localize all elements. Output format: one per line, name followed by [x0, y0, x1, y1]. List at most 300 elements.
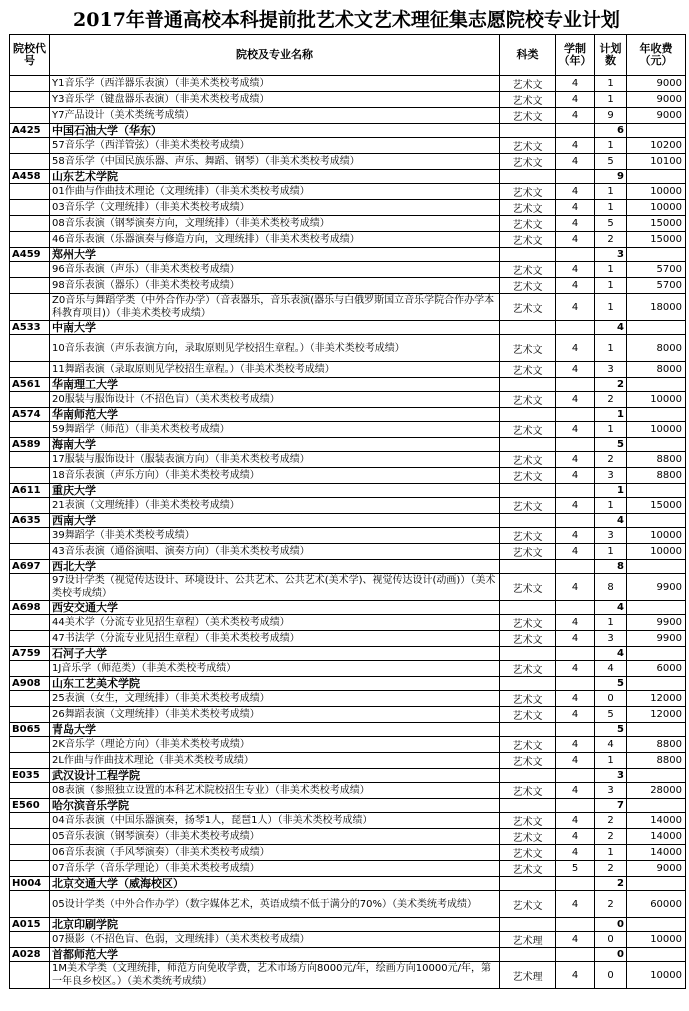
row-years: 4 [556, 813, 595, 829]
row-plan: 3 [595, 248, 627, 262]
row-fee [627, 601, 686, 615]
row-name: 04音乐表演（中国乐器演奏，扬琴1人，琵琶1人）（非美术类校考成绩） [50, 813, 500, 829]
row-category: 艺术文 [500, 691, 556, 707]
row-plan: 1 [595, 138, 627, 154]
header-fee: 年收费（元） [627, 35, 686, 76]
row-fee: 9000 [627, 76, 686, 92]
row-name: 1M美术学类（文理统排，师范方向免收学费，艺术市场方向8000元/年，绘画方向10000元/年，第一年良乡校区。）（美术类统考成绩） [50, 962, 500, 989]
row-code: A459 [10, 248, 50, 262]
row-name: 1J音乐学（师范类）（非美术类校考成绩） [50, 661, 500, 677]
row-fee [627, 769, 686, 783]
row-fee: 8000 [627, 335, 686, 362]
row-plan: 2 [595, 877, 627, 891]
row-category: 艺术文 [500, 362, 556, 378]
row-code [10, 184, 50, 200]
row-category: 艺术文 [500, 783, 556, 799]
row-fee: 9000 [627, 92, 686, 108]
row-category [500, 514, 556, 528]
header-years: 学制（年） [556, 35, 595, 76]
row-code [10, 691, 50, 707]
row-code: A611 [10, 484, 50, 498]
row-name: 中国石油大学（华东） [50, 124, 500, 138]
row-code [10, 783, 50, 799]
row-category: 艺术文 [500, 753, 556, 769]
table-row [10, 498, 686, 514]
row-plan: 2 [595, 813, 627, 829]
row-category: 艺术理 [500, 962, 556, 989]
row-plan: 1 [595, 484, 627, 498]
row-code [10, 468, 50, 484]
row-fee: 10200 [627, 138, 686, 154]
row-plan: 4 [595, 514, 627, 528]
row-years [556, 378, 595, 392]
row-name: 青岛大学 [50, 723, 500, 737]
row-category [500, 248, 556, 262]
row-years: 4 [556, 932, 595, 948]
row-years: 4 [556, 528, 595, 544]
header-name: 院校及专业名称 [50, 35, 500, 76]
row-years [556, 723, 595, 737]
row-category [500, 170, 556, 184]
row-name: 华南理工大学 [50, 378, 500, 392]
row-fee: 8800 [627, 737, 686, 753]
row-years [556, 484, 595, 498]
row-plan: 5 [595, 677, 627, 691]
row-plan: 5 [595, 216, 627, 232]
row-code: A697 [10, 560, 50, 574]
row-name: 07摄影（不招色盲、色弱，文理统排）（美术类校考成绩） [50, 932, 500, 948]
row-fee [627, 647, 686, 661]
row-category: 艺术文 [500, 737, 556, 753]
row-code [10, 392, 50, 408]
row-name: Z0音乐与舞蹈学类（中外合作办学）（音表器乐，音乐表演(器乐与白俄罗斯国立音乐学院合作办学本科教育项目)）（非美术类校考成绩） [50, 294, 500, 321]
row-code: A908 [10, 677, 50, 691]
school-row [10, 918, 686, 932]
row-code: A698 [10, 601, 50, 615]
row-category: 艺术文 [500, 216, 556, 232]
row-fee: 10000 [627, 932, 686, 948]
row-name: 2K音乐学（理论方向）（非美术类校考成绩） [50, 737, 500, 753]
header-code: 院校代号 [10, 35, 50, 76]
row-category: 艺术文 [500, 615, 556, 631]
row-plan: 6 [595, 124, 627, 138]
row-fee: 5700 [627, 278, 686, 294]
row-years: 4 [556, 76, 595, 92]
row-code [10, 138, 50, 154]
row-name: 郑州大学 [50, 248, 500, 262]
row-years [556, 677, 595, 691]
table-row [10, 753, 686, 769]
row-fee: 9000 [627, 861, 686, 877]
row-fee: 10000 [627, 962, 686, 989]
school-row [10, 514, 686, 528]
row-code [10, 631, 50, 647]
row-fee [627, 877, 686, 891]
row-plan: 0 [595, 948, 627, 962]
table-row [10, 422, 686, 438]
table-row [10, 108, 686, 124]
row-plan: 2 [595, 452, 627, 468]
row-code: H004 [10, 877, 50, 891]
row-code [10, 845, 50, 861]
row-fee: 60000 [627, 891, 686, 918]
row-category: 艺术文 [500, 631, 556, 647]
row-fee: 9900 [627, 631, 686, 647]
row-name: 21表演（文理统排）（非美术类校考成绩） [50, 498, 500, 514]
table-row [10, 528, 686, 544]
row-plan: 0 [595, 918, 627, 932]
row-fee [627, 124, 686, 138]
row-plan: 3 [595, 362, 627, 378]
row-category: 艺术文 [500, 108, 556, 124]
row-years: 4 [556, 200, 595, 216]
school-row [10, 647, 686, 661]
row-code [10, 278, 50, 294]
row-years [556, 601, 595, 615]
row-years: 4 [556, 544, 595, 560]
row-years: 4 [556, 108, 595, 124]
row-code [10, 92, 50, 108]
table-row [10, 891, 686, 918]
row-name: 05设计学类（中外合作办学）（数字媒体艺术，英语成绩不低于满分的70%）（美术类统考成绩） [50, 891, 500, 918]
row-code [10, 294, 50, 321]
row-category: 艺术文 [500, 574, 556, 601]
table-row [10, 544, 686, 560]
row-fee [627, 514, 686, 528]
row-years: 4 [556, 661, 595, 677]
row-name: 西北大学 [50, 560, 500, 574]
table-row [10, 932, 686, 948]
row-code [10, 154, 50, 170]
row-code: B065 [10, 723, 50, 737]
row-plan: 1 [595, 335, 627, 362]
row-name: 57音乐学（西洋管弦）（非美术类校考成绩） [50, 138, 500, 154]
row-years: 4 [556, 452, 595, 468]
row-years [556, 438, 595, 452]
row-category: 艺术文 [500, 138, 556, 154]
row-code [10, 753, 50, 769]
row-code: A015 [10, 918, 50, 932]
row-code [10, 829, 50, 845]
row-years: 4 [556, 891, 595, 918]
row-name: 山东艺术学院 [50, 170, 500, 184]
row-category: 艺术文 [500, 422, 556, 438]
school-row [10, 408, 686, 422]
row-name: 44美术学（分流专业见招生章程）（美术类校考成绩） [50, 615, 500, 631]
row-fee: 8800 [627, 452, 686, 468]
row-plan: 2 [595, 232, 627, 248]
row-plan: 9 [595, 108, 627, 124]
row-code: A635 [10, 514, 50, 528]
row-category [500, 601, 556, 615]
row-category [500, 918, 556, 932]
table-row [10, 76, 686, 92]
row-plan: 0 [595, 932, 627, 948]
row-category [500, 677, 556, 691]
row-fee [627, 321, 686, 335]
row-fee [627, 677, 686, 691]
row-name: 25表演（女生，文理统排）（非美术类校考成绩） [50, 691, 500, 707]
row-years [556, 408, 595, 422]
row-name: 西安交通大学 [50, 601, 500, 615]
school-row [10, 378, 686, 392]
row-name: 59舞蹈学（师范）（非美术类校考成绩） [50, 422, 500, 438]
row-years: 4 [556, 631, 595, 647]
row-category [500, 560, 556, 574]
table-body [10, 76, 686, 989]
row-code: A458 [10, 170, 50, 184]
row-fee [627, 438, 686, 452]
table-row [10, 737, 686, 753]
row-plan: 1 [595, 498, 627, 514]
row-code [10, 76, 50, 92]
row-years [556, 799, 595, 813]
row-years: 4 [556, 691, 595, 707]
table-row [10, 661, 686, 677]
row-name: 石河子大学 [50, 647, 500, 661]
row-name: 97设计学类（视觉传达设计、环境设计、公共艺术、公共艺术(美术学)、视觉传达设计(动画)）（美术类校考成绩） [50, 574, 500, 601]
row-name: Y1音乐学（西洋器乐表演）（非美术类校考成绩） [50, 76, 500, 92]
row-name: 39舞蹈学（非美术类校考成绩） [50, 528, 500, 544]
row-category [500, 877, 556, 891]
row-plan: 2 [595, 392, 627, 408]
row-name: 中南大学 [50, 321, 500, 335]
table-row [10, 829, 686, 845]
row-category [500, 769, 556, 783]
row-plan: 4 [595, 647, 627, 661]
table-row [10, 138, 686, 154]
table-header-row [10, 35, 686, 76]
row-years: 4 [556, 184, 595, 200]
row-years: 5 [556, 861, 595, 877]
table-row [10, 154, 686, 170]
row-code [10, 108, 50, 124]
table-row [10, 294, 686, 321]
table-row [10, 452, 686, 468]
row-name: 首都师范大学 [50, 948, 500, 962]
row-fee [627, 799, 686, 813]
row-category: 艺术文 [500, 861, 556, 877]
table-row [10, 845, 686, 861]
row-name: 43音乐表演（通俗演唱、演奏方向）（非美术类校考成绩） [50, 544, 500, 560]
row-plan: 1 [595, 200, 627, 216]
row-plan: 5 [595, 723, 627, 737]
row-name: 96音乐表演（声乐）（非美术类校考成绩） [50, 262, 500, 278]
row-name: Y3音乐学（键盘器乐表演）（非美术类校考成绩） [50, 92, 500, 108]
row-fee: 12000 [627, 691, 686, 707]
table-row [10, 335, 686, 362]
row-plan: 8 [595, 560, 627, 574]
row-years: 4 [556, 138, 595, 154]
table-row [10, 783, 686, 799]
row-plan: 4 [595, 321, 627, 335]
row-years: 4 [556, 615, 595, 631]
table-row [10, 615, 686, 631]
row-code [10, 362, 50, 378]
row-fee: 10100 [627, 154, 686, 170]
row-plan: 1 [595, 753, 627, 769]
row-years: 4 [556, 362, 595, 378]
row-category: 艺术文 [500, 262, 556, 278]
row-fee: 15000 [627, 498, 686, 514]
row-plan: 5 [595, 438, 627, 452]
row-category: 艺术文 [500, 707, 556, 723]
row-years [556, 248, 595, 262]
row-plan: 1 [595, 408, 627, 422]
row-fee: 10000 [627, 392, 686, 408]
row-category [500, 321, 556, 335]
row-category: 艺术文 [500, 452, 556, 468]
row-fee: 14000 [627, 813, 686, 829]
header-plan: 计划数 [595, 35, 627, 76]
row-name: 08音乐表演（钢琴演奏方向，文理统排）（非美术类校考成绩） [50, 216, 500, 232]
row-fee: 6000 [627, 661, 686, 677]
row-plan: 1 [595, 294, 627, 321]
row-category: 艺术文 [500, 845, 556, 861]
plan-table [9, 34, 686, 989]
school-row [10, 438, 686, 452]
row-years [556, 918, 595, 932]
row-plan: 2 [595, 378, 627, 392]
row-code [10, 813, 50, 829]
row-code [10, 661, 50, 677]
table-row [10, 468, 686, 484]
row-plan: 1 [595, 184, 627, 200]
table-row [10, 962, 686, 989]
row-category: 艺术文 [500, 661, 556, 677]
row-name: 46音乐表演（乐器演奏与修造方向，文理统排）（非美术类校考成绩） [50, 232, 500, 248]
row-plan: 9 [595, 170, 627, 184]
row-code: A028 [10, 948, 50, 962]
row-years: 4 [556, 753, 595, 769]
row-fee: 10000 [627, 422, 686, 438]
row-code [10, 216, 50, 232]
school-row [10, 321, 686, 335]
table-row [10, 574, 686, 601]
row-plan: 3 [595, 528, 627, 544]
row-fee [627, 378, 686, 392]
school-row [10, 877, 686, 891]
row-fee: 5700 [627, 262, 686, 278]
row-name: 哈尔滨音乐学院 [50, 799, 500, 813]
row-category: 艺术文 [500, 813, 556, 829]
row-fee: 18000 [627, 294, 686, 321]
row-code [10, 498, 50, 514]
row-plan: 3 [595, 631, 627, 647]
table-row [10, 232, 686, 248]
row-name: 华南师范大学 [50, 408, 500, 422]
row-fee: 9900 [627, 615, 686, 631]
row-code: A533 [10, 321, 50, 335]
table-row [10, 216, 686, 232]
row-category: 艺术文 [500, 544, 556, 560]
row-fee: 14000 [627, 829, 686, 845]
row-years [556, 170, 595, 184]
row-category [500, 484, 556, 498]
row-category: 艺术文 [500, 232, 556, 248]
row-code: A561 [10, 378, 50, 392]
row-years: 4 [556, 737, 595, 753]
row-years: 4 [556, 574, 595, 601]
school-row [10, 677, 686, 691]
row-years [556, 124, 595, 138]
row-plan: 5 [595, 707, 627, 723]
row-code [10, 707, 50, 723]
row-name: 06音乐表演（手风琴演奏）（非美术类校考成绩） [50, 845, 500, 861]
table-row [10, 691, 686, 707]
row-code [10, 262, 50, 278]
row-years: 4 [556, 829, 595, 845]
row-fee: 8800 [627, 468, 686, 484]
row-name: 98音乐表演（器乐）（非美术类校考成绩） [50, 278, 500, 294]
row-years: 4 [556, 154, 595, 170]
row-name: 58音乐学（中国民族乐器、声乐、舞蹈、钢琴）（非美术类校考成绩） [50, 154, 500, 170]
row-plan: 2 [595, 891, 627, 918]
row-name: 武汉设计工程学院 [50, 769, 500, 783]
row-years: 4 [556, 335, 595, 362]
row-code [10, 544, 50, 560]
row-years: 4 [556, 962, 595, 989]
row-name: 18音乐表演（声乐方向）（非美术类校考成绩） [50, 468, 500, 484]
table-row [10, 861, 686, 877]
table-row [10, 362, 686, 378]
row-plan: 3 [595, 468, 627, 484]
row-years: 4 [556, 216, 595, 232]
row-years [556, 877, 595, 891]
row-category: 艺术文 [500, 278, 556, 294]
row-code [10, 200, 50, 216]
header-category: 科类 [500, 35, 556, 76]
row-category: 艺术文 [500, 392, 556, 408]
row-plan: 0 [595, 962, 627, 989]
school-row [10, 948, 686, 962]
row-years: 4 [556, 498, 595, 514]
row-years [556, 560, 595, 574]
row-code [10, 932, 50, 948]
row-category [500, 408, 556, 422]
row-plan: 3 [595, 783, 627, 799]
row-fee [627, 948, 686, 962]
school-row [10, 170, 686, 184]
row-years [556, 647, 595, 661]
row-name: 26舞蹈表演（文理统排）（非美术类校考成绩） [50, 707, 500, 723]
row-fee: 28000 [627, 783, 686, 799]
row-code: E035 [10, 769, 50, 783]
row-fee: 15000 [627, 232, 686, 248]
row-name: 海南大学 [50, 438, 500, 452]
row-fee: 10000 [627, 184, 686, 200]
row-name: 山东工艺美术学院 [50, 677, 500, 691]
school-row [10, 769, 686, 783]
row-category: 艺术文 [500, 154, 556, 170]
row-category: 艺术文 [500, 829, 556, 845]
row-years: 4 [556, 232, 595, 248]
table-row [10, 707, 686, 723]
row-category [500, 723, 556, 737]
row-years [556, 514, 595, 528]
row-code [10, 891, 50, 918]
school-row [10, 723, 686, 737]
school-row [10, 799, 686, 813]
table-row [10, 392, 686, 408]
page-title: 2017年普通高校本科提前批艺术文艺术理征集志愿院校专业计划 [73, 9, 620, 31]
row-code [10, 861, 50, 877]
table-row [10, 278, 686, 294]
table-row [10, 262, 686, 278]
row-category: 艺术理 [500, 932, 556, 948]
row-fee [627, 560, 686, 574]
row-category: 艺术文 [500, 335, 556, 362]
